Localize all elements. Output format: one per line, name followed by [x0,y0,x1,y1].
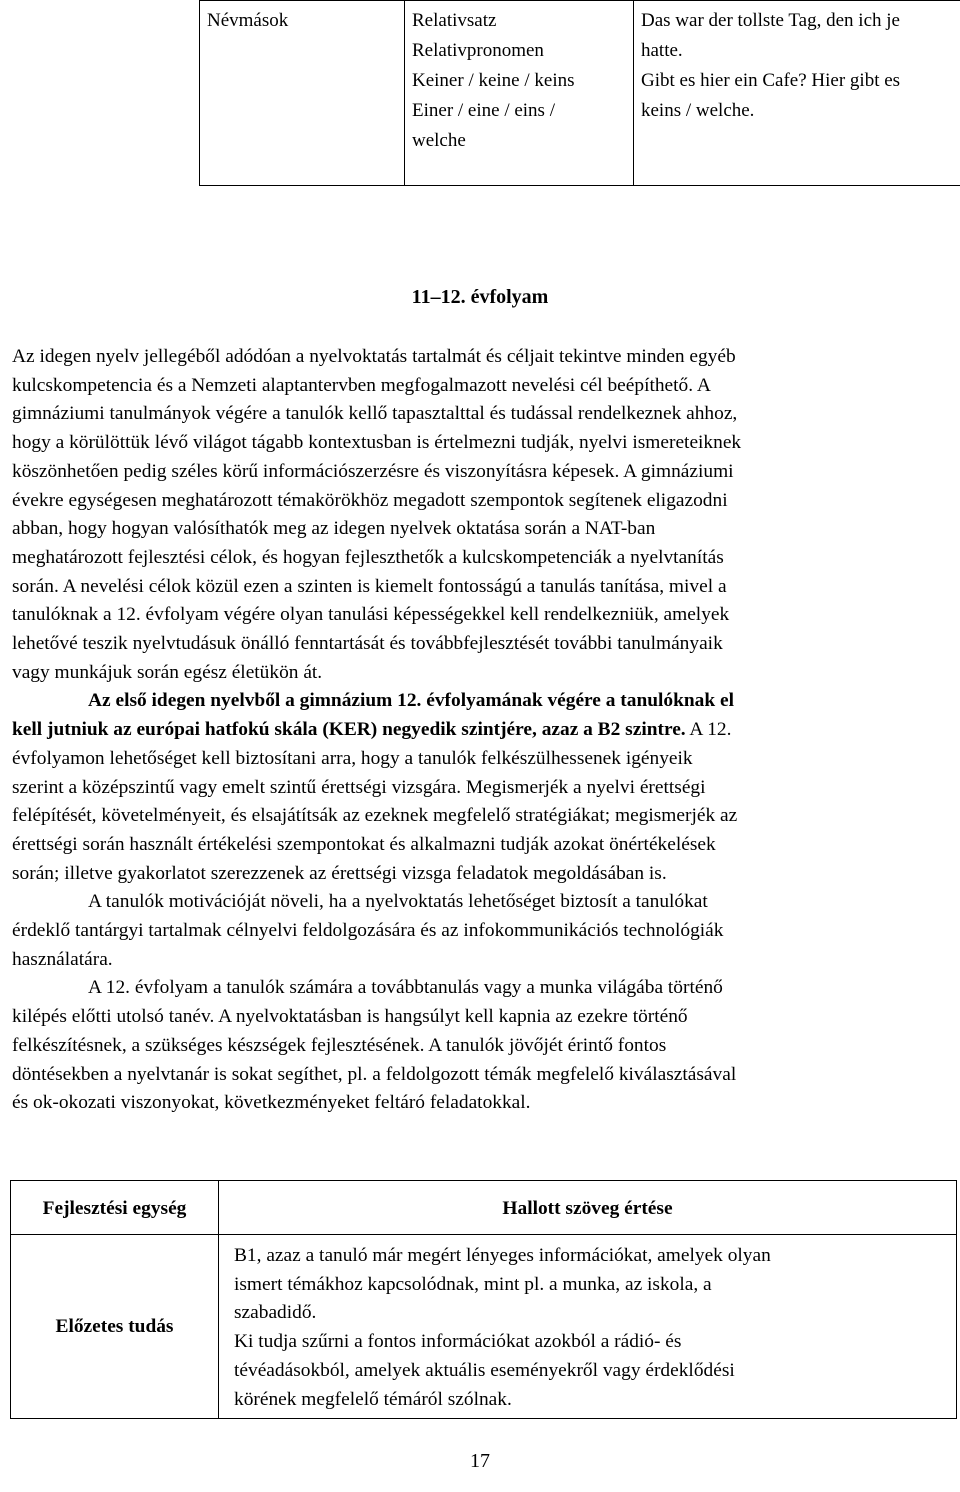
bold-requirement-line: Az első idegen nyelvből a gimnázium 12. évfolyamának végére a tanulóknak el [88,690,734,712]
table-header-row [11,1181,957,1235]
text-line: tanulóknak a 12. évfolyam végére olyan tanulási képességekkel kell rendelkezniük, amelyek [12,604,730,626]
text-line: során; illetve gyakorlatot szerezzenek az érettségi vizsga feladatok megoldásában is. [12,862,667,884]
grammar-example: Das war der tollste Tag, den ich je [641,10,900,31]
development-unit-table [10,1180,957,1419]
text-line: kilépés előtti utolsó tanév. A nyelvoktatásban is hangsúlyt kell kapnia az ezekre történő [12,1006,688,1028]
grammar-examples-cell [634,1,960,186]
table-row [11,1235,957,1419]
content-line: ismert témákhoz kapcsolódnak, mint pl. a munka, az iskola, a [234,1273,712,1295]
body-text [12,343,942,1118]
grammar-topic: Relativpronomen [412,40,544,61]
text-line: felkészítésnek, a szükséges készségek fejlesztésének. A tanulók jövőjét érintő fontos [12,1034,667,1056]
text-line: Az idegen nyelv jellegéből adódóan a nyelvoktatás tartalmát és céljait tekintve minden egyéb [12,346,736,367]
header-development-unit: Fejlesztési egység [11,1181,219,1235]
text-line: meghatározott fejlesztési célok, és hogyan fejleszthetők a kulcskompetenciák a nyelvtanítás [12,546,724,568]
text-line: döntésekben a nyelvtanár is sokat segíthet, pl. a feldolgozott témák megfelelő kiválasztásával [12,1063,737,1085]
text-line [12,716,942,745]
content-line: szabadidő. [234,1302,317,1324]
grammar-topics-cell [405,1,634,186]
content-line: B1, azaz a tanuló már megért lényeges információkat, amelyek olyan [234,1245,771,1266]
text-line: évfolyamon lehetőséget kell biztosítani arra, hogy a tanulók felkészülhessenek igényeik [12,747,693,769]
grammar-category: Névmások [207,10,289,31]
text-line: vagy munkájuk során egész életükön át. [12,661,323,683]
bold-requirement-text: kell jutniuk az európai hatfokú skála (KER) negyedik szintjére, azaz a B2 szintre. [12,719,686,741]
text-line: érettségi során használt értékelési szempontokat és alkalmazni tudják azokat önértékelések [12,833,716,855]
text-line: lehetővé teszik nyelvtudásuk önálló fenntartását és továbbfejlesztését további tanulmányaik [12,633,723,655]
content-line: Ki tudja szűrni a fontos információkat azokból a rádió- és [234,1331,682,1353]
text-line: köszönhetően pedig széles körű információszerzésre és viszonyításra képesek. A gimnáziumi [12,460,734,482]
text-line: érdeklő tantárgyi tartalmak célnyelvi feldolgozására és az infokommunikációs technológiák [12,920,724,942]
text-line: abban, hogy hogyan valósíthatók meg az idegen nyelvek oktatása során a NAT-ban [12,518,656,540]
text-line: szerint a középszintű vagy emelt szintű érettségi vizsgára. Megismerjék a nyelvi érettségi [12,776,706,798]
text-line: kulcskompetencia és a Nemzeti alaptantervben megfogalmazott nevelési cél beépíthető. A [12,374,711,396]
grammar-example: Gibt es hier ein Cafe? Hier gibt es [641,70,901,91]
prior-knowledge-content [219,1235,957,1419]
text-line: felépítését, követelményeit, és elsajátítsák az ezeknek megfelelő stratégiákat; megismerjék az [12,805,738,827]
page-number: 17 [470,1450,490,1472]
grammar-topic: Einer / eine / eins / [412,100,555,121]
row-label-prior-knowledge: Előzetes tudás [11,1235,219,1419]
header-listening-comprehension: Hallott szöveg értése [219,1181,957,1235]
grammar-example: hatte. [641,40,683,61]
text-line: és ok-okozati viszonyokat, következményeket feltáró feladatokkal. [12,1092,531,1114]
section-heading: 11–12. évfolyam [411,286,549,308]
text-line: évekre egységesen meghatározott témakörökhöz megadott szempontok segítenek eligazodni [12,489,728,511]
text-line: használatára. [12,948,113,970]
text-line: során. A nevelési célok közül ezen a szinten is kiemelt fontosságú a tanulás tanítása, mivel a [12,575,727,597]
content-line: körének megfelelő témáról szólnak. [234,1388,512,1410]
text-line: gimnáziumi tanulmányok végére a tanulók kellő tapasztalttal és tudással rendelkeznek ahhoz, [12,403,738,425]
content-line: tévéadásokból, amelyek aktuális eseményekről vagy érdeklődési [234,1359,735,1381]
text-line: A 12. évfolyam a tanulók számára a továbbtanulás vagy a munka világába történő [88,977,723,999]
table-row [200,1,960,186]
grammar-category-cell [200,1,405,186]
grammar-example: keins / welche. [641,100,755,121]
text-fragment: A 12. [685,719,732,741]
grammar-topic: Relativsatz [412,10,497,31]
grammar-topic: welche [412,130,466,151]
text-line: hogy a körülöttük lévő világot tágabb kontextusban is értelmezni tudják, nyelvi ismereteiknek [12,432,742,454]
grammar-table [199,0,960,186]
grammar-topic: Keiner / keine / keins [412,70,575,91]
text-line: A tanulók motivációját növeli, ha a nyelvoktatás lehetőséget biztosít a tanulókat [88,891,708,913]
